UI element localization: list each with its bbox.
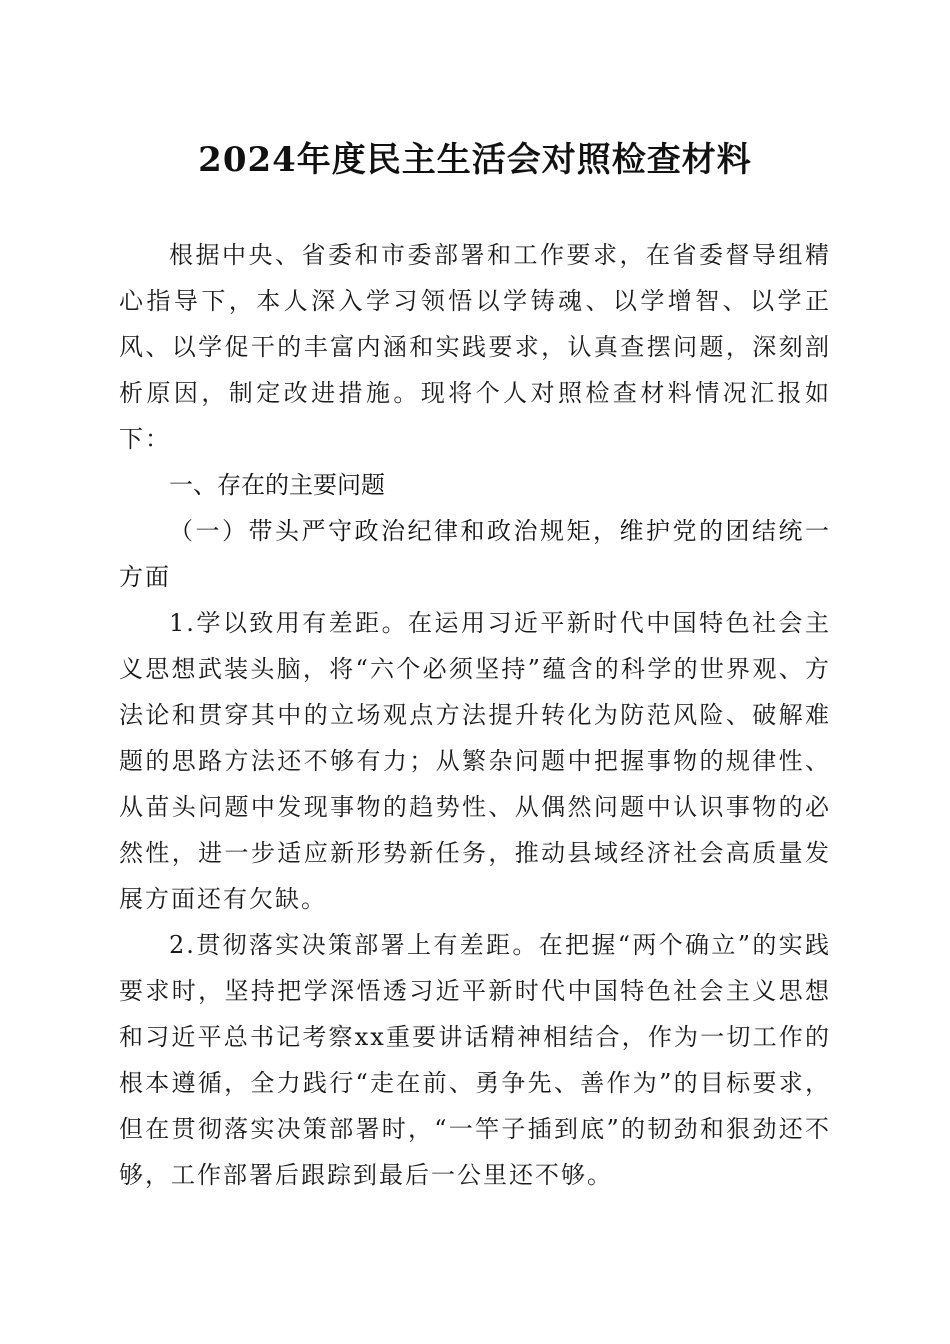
document-body: [119, 232, 831, 1198]
intro-paragraph: 根据中央、省委和市委部署和工作要求，在省委督导组精心指导下，本人深入学习领悟以学铸魂、以学增智、以学正风、以学促干的丰富内涵和实践要求，认真查摆问题，深刻剖析原因，制定改进措施。现将个人对照检查材料情况汇报如下：: [119, 241, 831, 453]
document-title: 2024年度民主生活会对照检查材料: [198, 140, 752, 180]
item-1-paragraph: 1.学以致用有差距。在运用习近平新时代中国特色社会主义思想武装头脑，将“六个必须坚持”蕴含的科学的世界观、方法论和贯穿其中的立场观点方法提升转化为防范风险、破解难题的思路方法还不够有力；从繁杂问题中把握事物的规律性、从苗头问题中发现事物的趋势性、从偶然问题中认识事物的必然性，进一步适应新形势新任务，推动县域经济社会高质量发展方面还有欠缺。: [119, 609, 831, 913]
item-2-paragraph: 2.贯彻落实决策部署上有差距。在把握“两个确立”的实践要求时，坚持把学深悟透习近平新时代中国特色社会主义思想和习近平总书记考察xx重要讲话精神相结合，作为一切工作的根本遵循，全力践行“走在前、勇争先、善作为”的目标要求，但在贯彻落实决策部署时，“一竿子插到底”的韧劲和狠劲还不够，工作部署后跟踪到最后一公里还不够。: [119, 931, 831, 1189]
subsection-heading: （一）带头严守政治纪律和政治规矩，维护党的团结统一方面: [119, 517, 831, 591]
section-heading: 一、存在的主要问题: [169, 471, 385, 499]
